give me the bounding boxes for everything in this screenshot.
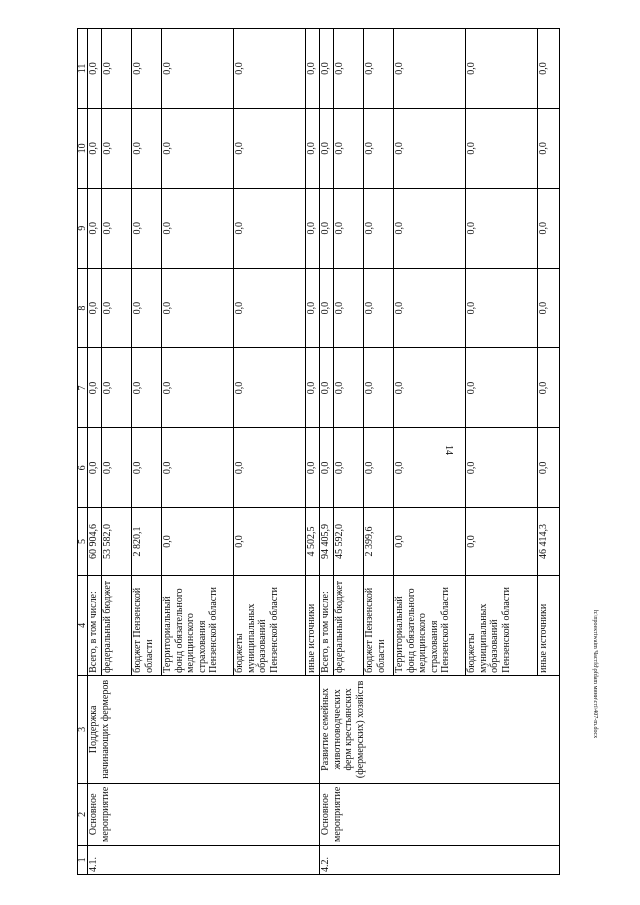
value-cell: 0,0 — [88, 188, 102, 268]
value-cell: 0,0 — [162, 508, 234, 576]
value-cell: 0,0 — [334, 108, 364, 188]
funding-source-cell: федеральный бюджет — [334, 575, 364, 675]
value-cell: 0,0 — [88, 29, 102, 109]
funding-source-cell: бюджеты муниципальных образований Пензенской области — [234, 575, 306, 675]
item-type-cell: Основное мероприятие — [320, 783, 560, 845]
funding-source-cell: бюджет Пензенской области — [364, 575, 394, 675]
col-header: 8 — [78, 268, 88, 348]
value-cell: 2 820,1 — [132, 508, 162, 576]
value-cell: 0,0 — [334, 348, 364, 428]
value-cell: 0,0 — [102, 268, 132, 348]
value-cell: 0,0 — [364, 428, 394, 508]
header-row — [78, 29, 88, 875]
page-number: 14 — [443, 445, 454, 455]
value-cell: 0,0 — [234, 108, 306, 188]
value-cell: 0,0 — [234, 29, 306, 109]
value-cell: 0,0 — [394, 108, 466, 188]
value-cell: 0,0 — [102, 29, 132, 109]
value-cell: 0,0 — [162, 268, 234, 348]
value-cell: 0,0 — [132, 29, 162, 109]
value-cell: 0,0 — [132, 268, 162, 348]
value-cell: 0,0 — [306, 108, 320, 188]
funding-source-cell: Всего, в том числе: — [88, 575, 102, 675]
value-cell: 0,0 — [538, 348, 560, 428]
value-cell: 0,0 — [320, 188, 334, 268]
funding-source-cell: Всего, в том числе: — [320, 575, 334, 675]
funding-source-cell: бюджеты муниципальных образований Пензенской области — [466, 575, 538, 675]
col-header: 7 — [78, 348, 88, 428]
value-cell: 53 582,0 — [102, 508, 132, 576]
value-cell: 0,0 — [364, 348, 394, 428]
value-cell: 0,0 — [102, 348, 132, 428]
value-cell: 0,0 — [364, 188, 394, 268]
value-cell: 0,0 — [88, 268, 102, 348]
value-cell: 0,0 — [466, 508, 538, 576]
value-cell: 0,0 — [466, 108, 538, 188]
value-cell: 0,0 — [132, 108, 162, 188]
col-header: 3 — [78, 675, 88, 783]
item-number-cell: 4.1. — [88, 845, 320, 874]
value-cell: 0,0 — [466, 29, 538, 109]
value-cell: 0,0 — [466, 268, 538, 348]
value-cell: 0,0 — [538, 188, 560, 268]
funding-source-cell: Территориальный фонд обязательного медицинского страхования Пензенской области — [162, 575, 234, 675]
value-cell: 0,0 — [334, 268, 364, 348]
value-cell: 0,0 — [320, 268, 334, 348]
value-cell: 0,0 — [132, 188, 162, 268]
value-cell: 0,0 — [394, 188, 466, 268]
value-cell: 0,0 — [334, 188, 364, 268]
value-cell: 0,0 — [88, 108, 102, 188]
value-cell: 0,0 — [538, 428, 560, 508]
value-cell: 0,0 — [234, 188, 306, 268]
value-cell: 46 414,3 — [538, 508, 560, 576]
item-number-cell: 4.2. — [320, 845, 560, 874]
value-cell: 0,0 — [306, 29, 320, 109]
item-title-cell: Развитие семейных животноводческих ферм крестьянских (фермерских) хозяйств — [320, 675, 560, 783]
value-cell: 4 502,5 — [306, 508, 320, 576]
value-cell: 0,0 — [334, 428, 364, 508]
value-cell: 0,0 — [364, 268, 394, 348]
value-cell: 0,0 — [394, 29, 466, 109]
value-cell: 0,0 — [466, 188, 538, 268]
value-cell: 0,0 — [88, 428, 102, 508]
value-cell: 0,0 — [132, 348, 162, 428]
value-cell: 0,0 — [466, 428, 538, 508]
value-cell: 0,0 — [320, 108, 334, 188]
value-cell: 0,0 — [234, 268, 306, 348]
value-cell: 0,0 — [234, 428, 306, 508]
funding-source-cell: федеральный бюджет — [102, 575, 132, 675]
funding-source-cell: иные источники — [306, 575, 320, 675]
value-cell: 0,0 — [306, 188, 320, 268]
funding-source-cell: бюджет Пензенской области — [132, 575, 162, 675]
value-cell: 0,0 — [234, 348, 306, 428]
value-cell: 94 405,9 — [320, 508, 334, 576]
value-cell: 0,0 — [334, 29, 364, 109]
value-cell: 0,0 — [234, 508, 306, 576]
footer-file-path: h:\проектiwaim Частfd\рfdam мини\стi\407-m.docx — [592, 610, 598, 739]
value-cell: 0,0 — [306, 348, 320, 428]
col-header: 1 — [78, 845, 88, 874]
value-cell: 0,0 — [132, 428, 162, 508]
funding-table — [77, 28, 560, 875]
item-title-cell: Поддержка начинающих фермеров — [88, 675, 320, 783]
value-cell: 0,0 — [162, 29, 234, 109]
value-cell: 0,0 — [320, 348, 334, 428]
col-header: 6 — [78, 428, 88, 508]
value-cell: 0,0 — [102, 428, 132, 508]
value-cell: 0,0 — [466, 348, 538, 428]
value-cell: 45 592,0 — [334, 508, 364, 576]
value-cell: 0,0 — [102, 188, 132, 268]
col-header: 4 — [78, 575, 88, 675]
value-cell: 0,0 — [162, 428, 234, 508]
value-cell: 0,0 — [102, 108, 132, 188]
value-cell: 0,0 — [320, 29, 334, 109]
table-row — [320, 29, 334, 875]
value-cell: 0,0 — [88, 348, 102, 428]
value-cell: 0,0 — [394, 268, 466, 348]
value-cell: 0,0 — [306, 428, 320, 508]
value-cell: 0,0 — [320, 428, 334, 508]
col-header: 9 — [78, 188, 88, 268]
col-header: 2 — [78, 783, 88, 845]
value-cell: 0,0 — [306, 268, 320, 348]
value-cell: 0,0 — [538, 108, 560, 188]
value-cell: 60 904,6 — [88, 508, 102, 576]
table-row — [88, 29, 102, 875]
value-cell: 0,0 — [538, 268, 560, 348]
item-type-cell: Основное мероприятие — [88, 783, 320, 845]
value-cell: 0,0 — [538, 29, 560, 109]
value-cell: 0,0 — [394, 428, 466, 508]
col-header: 10 — [78, 108, 88, 188]
value-cell: 0,0 — [364, 108, 394, 188]
value-cell: 0,0 — [394, 508, 466, 576]
funding-source-cell: Территориальный фонд обязательного медицинского страхования Пензенской области — [394, 575, 466, 675]
col-header: 5 — [78, 508, 88, 576]
funding-source-cell: иные источники — [538, 575, 560, 675]
value-cell: 0,0 — [162, 348, 234, 428]
value-cell: 0,0 — [394, 348, 466, 428]
col-header: 11 — [78, 29, 88, 109]
table-body — [88, 29, 560, 875]
value-cell: 2 399,6 — [364, 508, 394, 576]
value-cell: 0,0 — [162, 188, 234, 268]
rotated-table-container — [77, 28, 577, 875]
value-cell: 0,0 — [162, 108, 234, 188]
value-cell: 0,0 — [364, 29, 394, 109]
